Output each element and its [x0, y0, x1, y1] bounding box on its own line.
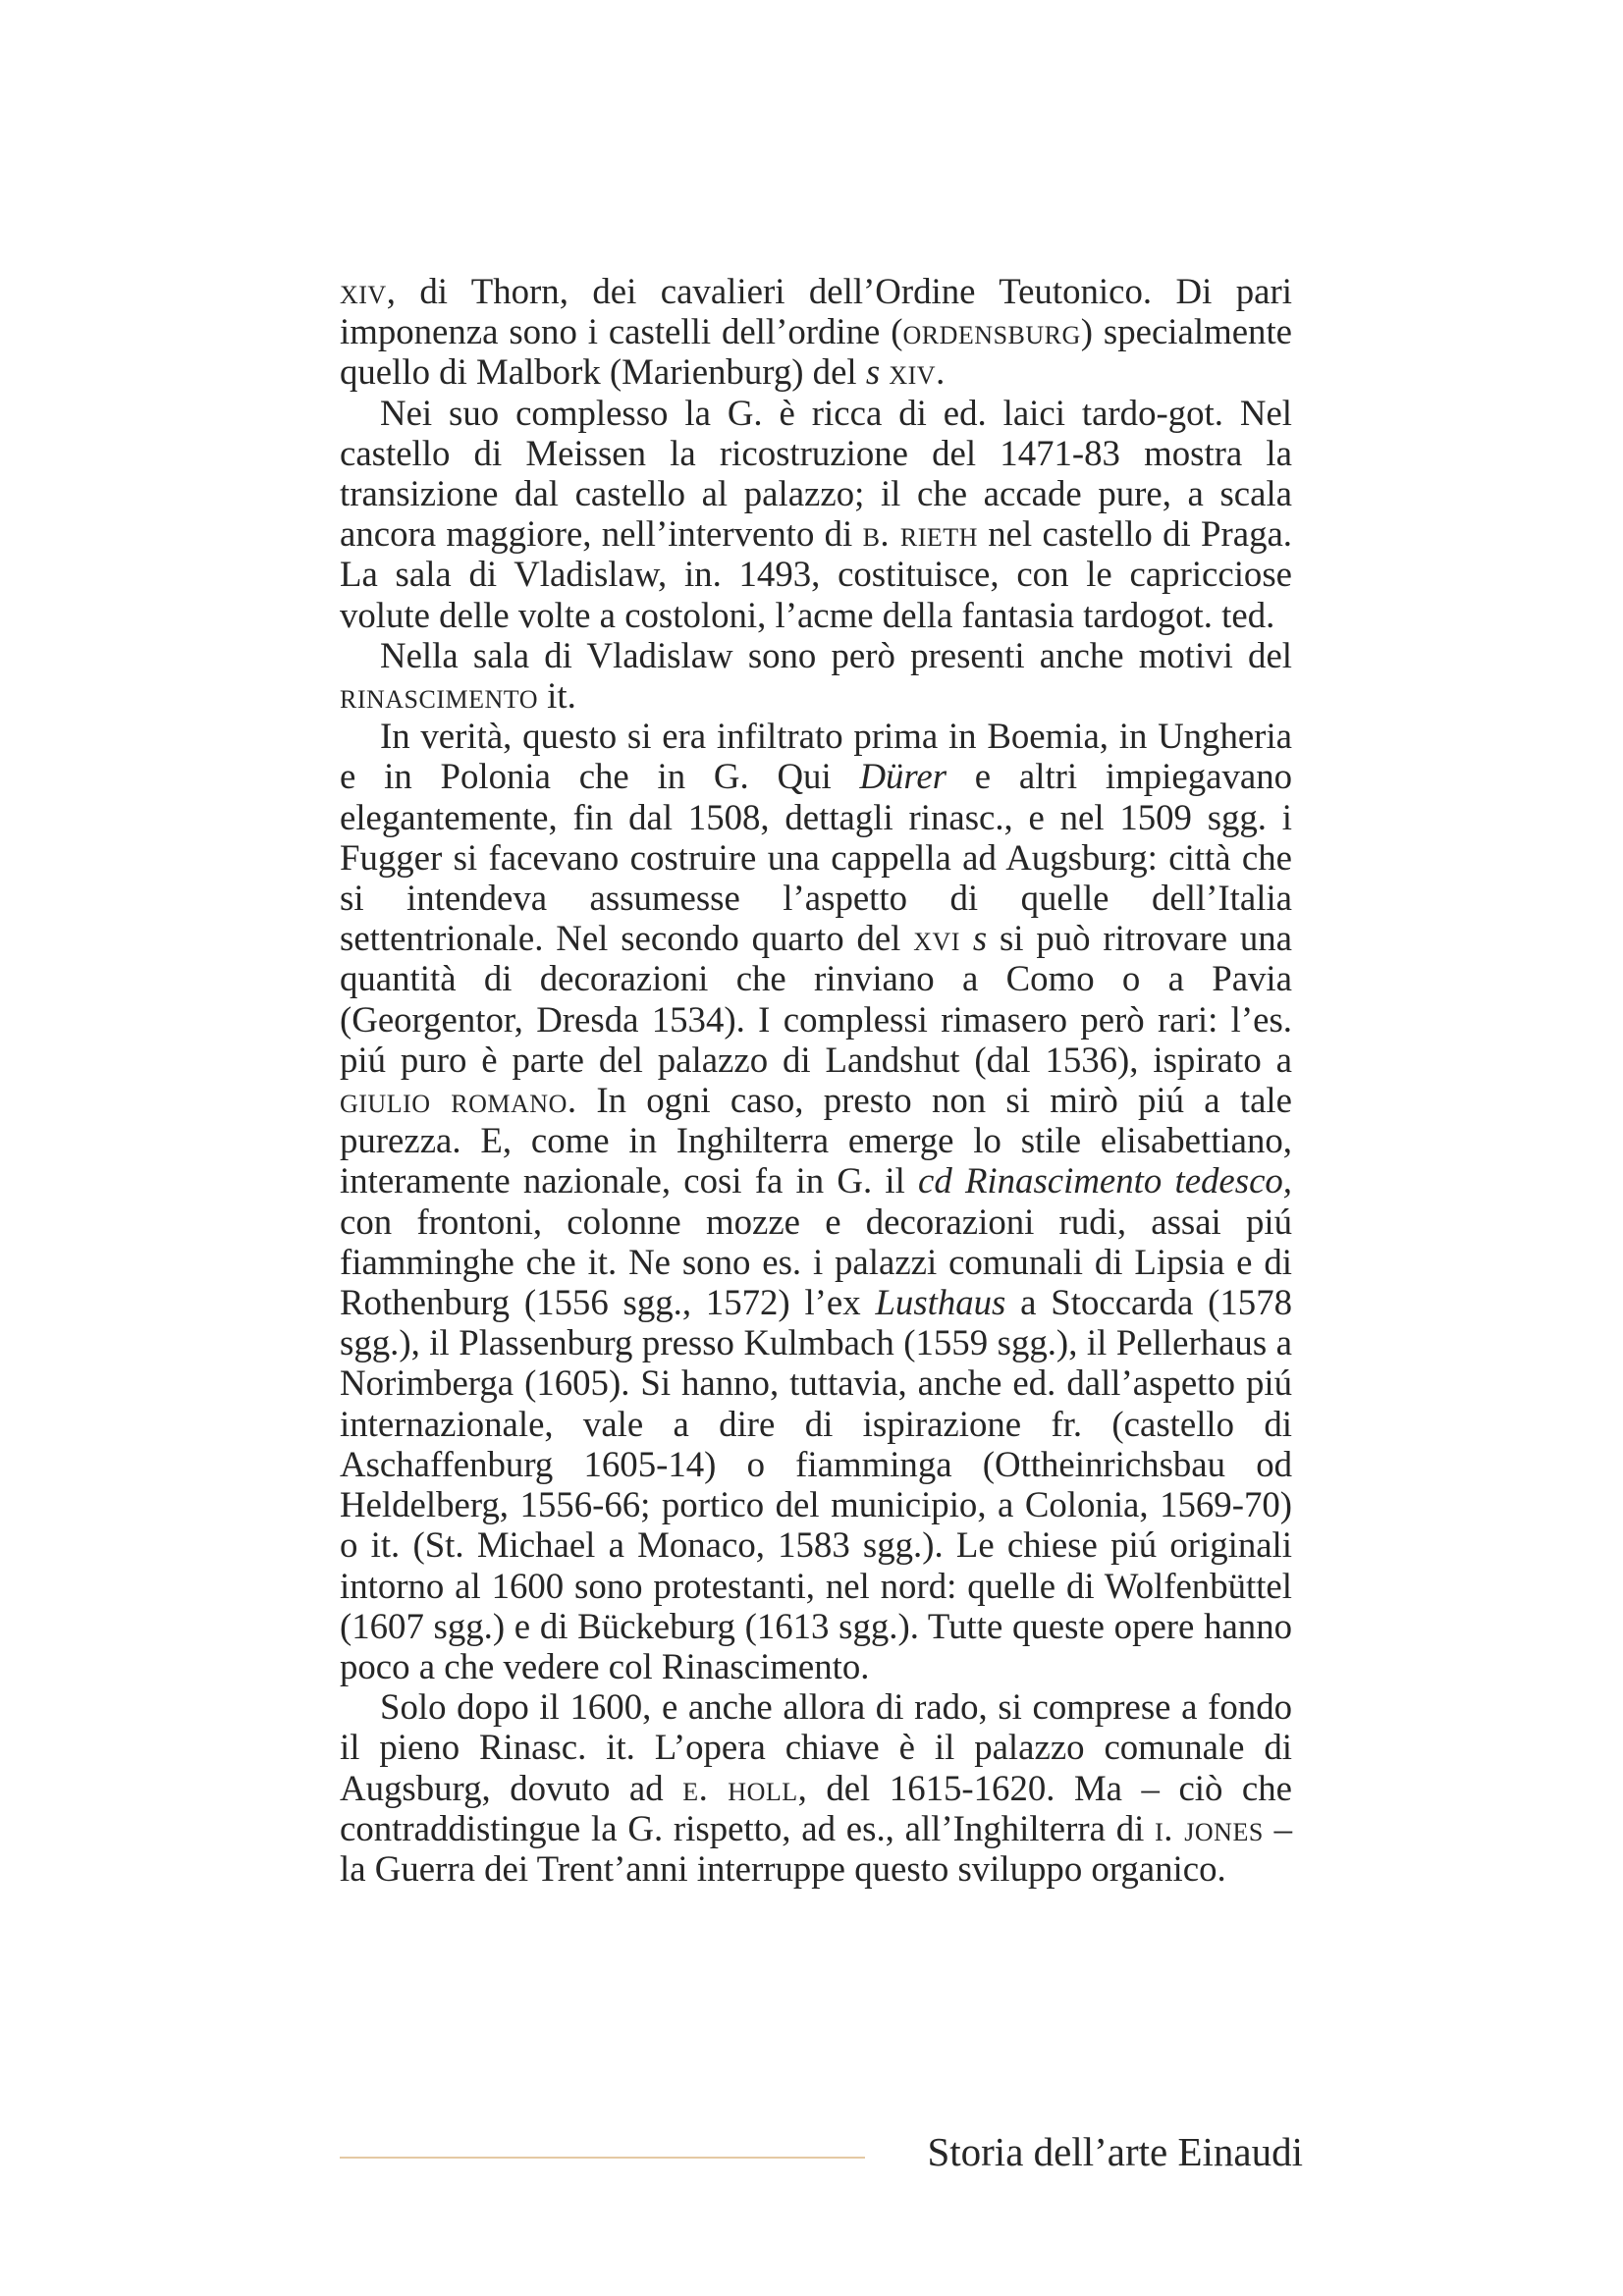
- text-run: , di Thorn, dei cavalieri dell’Ordine Teutonico. Di pari imponenza sono i castelli dell’ordine (: [340, 271, 1292, 352]
- footer-rule: [340, 2157, 865, 2159]
- text-run: . In ogni caso, presto non si mirò piú a tale purezza. E, come in Inghilterra emerge lo stile elisabettiano, interamente nazionale, cosi fa in G. il: [340, 1080, 1292, 1201]
- cross-reference: ordensburg: [902, 311, 1081, 352]
- paragraph-4: [340, 716, 1292, 1686]
- text-run: , del 1615-1620. Ma – ciò che contraddistingue la G. rispetto, ad es., all’Inghilterra di: [340, 1767, 1292, 1848]
- cross-reference: giulio romano: [340, 1080, 568, 1121]
- text-run: [960, 918, 973, 958]
- text-run: .: [936, 351, 946, 393]
- century-numeral: xiv: [889, 351, 937, 393]
- text-run: Solo dopo il 1600, e anche allora di rado, si comprese a fondo il pieno Rinasc. it. L’opera chiave è il palazzo comunale di Augsburg, dovuto ad: [340, 1686, 1292, 1808]
- text-run: ) specialmente quello di Malbork (Marienburg) del: [340, 311, 1292, 393]
- italic-term: cd Rinascimento tedesco,: [918, 1160, 1293, 1201]
- paragraph-1: [340, 271, 1292, 393]
- text-run: si può ritrovare una quantità di decorazioni che rinviano a Como o a Pavia (Georgentor, Dresda 1534). I complessi rimasero però rari: l’es. piú puro è parte del palazzo di Landshut (dal 1536), ispirato a: [340, 918, 1293, 1080]
- cross-reference: b. rieth: [862, 513, 978, 555]
- cross-reference: rinascimento: [340, 675, 538, 717]
- text-run: – la Guerra dei Trent’anni interruppe questo sviluppo organico.: [340, 1807, 1292, 1889]
- text-run: a Stoccarda (1578 sgg.), il Plassenburg presso Kulmbach (1559 sgg.), il Pellerhaus a Norimberga (1605). Si hanno, tuttavia, anche ed. dall’aspetto piú internazionale, vale a dire di ispirazione fr. (castello di Aschaffenburg 1605-14) o fiamminga (Ottheinrichsbau od Heldelberg, 1556-66; portico del municipio, a Colonia, 1569-70) o it. (St. Michael a Monaco, 1583 sgg.). Le chiese piú originali intorno al 1600 sono protestanti, nel nord: quelle di Wolfenbüttel (1607 sgg.) e di Bückeburg (1613 sgg.). Tutte queste opere hanno poco a che vedere col Rinascimento.: [340, 1282, 1292, 1686]
- body-text: [340, 271, 1292, 1889]
- century-abbreviation: s: [865, 351, 881, 393]
- century-numeral: xiv: [340, 271, 387, 311]
- century-abbreviation: s: [972, 918, 988, 959]
- footer-title: Storia dell’arte Einaudi: [927, 2129, 1303, 2174]
- cross-reference: i. jones: [1155, 1807, 1264, 1848]
- text-run: In verità, questo si era infiltrato prima in Boemia, in Ungheria e in Polonia che in G. Qui: [340, 716, 1292, 797]
- cross-reference: e. holl: [682, 1767, 798, 1808]
- text-run: e altri impiegavano elegantemente, fin dal 1508, dettagli rinasc., e nel 1509 sgg. i Fugger si facevano costruire una cappella ad Augsburg: città che si intendeva assumesse l’aspetto di quelle dell’Italia settentrionale. Nel secondo quarto del: [340, 756, 1292, 959]
- text-run: con frontoni, colonne mozze e decorazioni rudi, assai piú fiamminghe che it. Ne sono es. i palazzi comunali di Lipsia e di Rothenburg (1556 sgg., 1572) l’ex: [340, 1201, 1292, 1323]
- italic-name: Dürer: [859, 756, 947, 797]
- paragraph-3: [340, 635, 1292, 716]
- italic-term: Lusthaus: [875, 1282, 1006, 1323]
- text-run: Nella sala di Vladislaw sono però presenti anche motivi del: [380, 634, 1292, 675]
- text-run: it.: [537, 675, 576, 717]
- century-numeral: xvi: [913, 918, 960, 959]
- paragraph-5: [340, 1686, 1292, 1889]
- text-run: nel castello di Praga. La sala di Vladislaw, in. 1493, costituisce, con le capricciose volute delle volte a costoloni, l’acme della fantasia tardogot. ted.: [340, 513, 1292, 635]
- text-run: Nei suo complesso la G. è ricca di ed. laici tardo-got. Nel castello di Meissen la ricostruzione del 1471-83 mostra la transizione dal castello al palazzo; il che accade pure, a scala ancora maggiore, nell’intervento di: [340, 392, 1292, 555]
- text-run: [880, 351, 889, 392]
- paragraph-2: [340, 393, 1292, 635]
